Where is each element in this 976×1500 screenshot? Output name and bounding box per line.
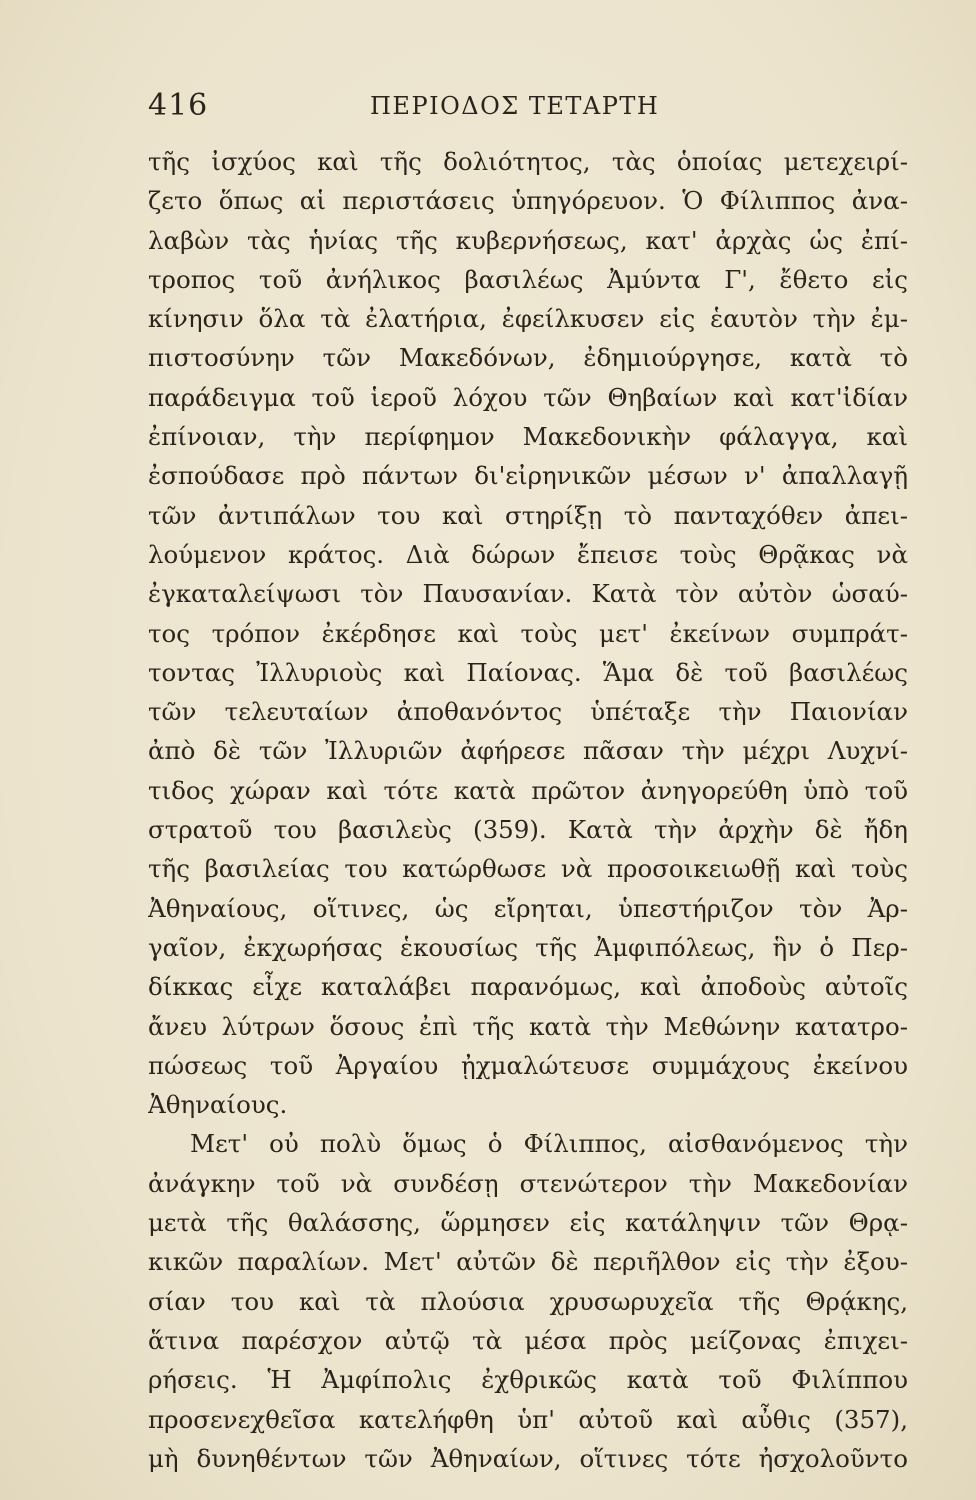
text-line: μὴ δυνηθέντων τῶν Ἀθηναίων, οἵτινες τότε ἠσχολοῦντο <box>148 1443 908 1473</box>
text-line: τῆς ἰσχύος καὶ τῆς δολιότητος, τὰς ὁποίας μετεχειρί- <box>148 147 908 176</box>
text-line: ζετο ὅπως αἱ περιστάσεις ὑπηγόρευον. Ὁ Φίλιππος ἀνα- <box>148 186 908 216</box>
text-line: τῆς βασιλείας του κατώρθωσε νὰ προσοικειωθῇ καὶ τοὺς <box>148 854 908 884</box>
text-line: Ἀθηναίους, οἵτινες, ὡς εἴρηται, ὑπεστήριζον τὸν Ἀρ- <box>148 893 908 923</box>
text-line: προσενεχθεῖσα κατελήφθη ὑπ' αὐτοῦ καὶ αὖθις (357), <box>148 1404 908 1434</box>
text-line: λαβὼν τὰς ἡνίας τῆς κυβερνήσεως, κατ' ἀρχὰς ὡς ἐπί- <box>148 225 908 255</box>
text-line-paragraph-start: Μετ' οὐ πολὺ ὅμως ὁ Φίλιππος, αἰσθανόμενος τὴν <box>190 1129 908 1159</box>
text-line: μετὰ τῆς θαλάσσης, ὥρμησεν εἰς κατάληψιν τῶν Θρᾳ- <box>148 1208 908 1238</box>
text-line: ἐγκαταλείψωσι τὸν Παυσανίαν. Κατὰ τὸν αὐτὸν ὡσαύ- <box>148 579 908 609</box>
text-line: ἀπὸ δὲ τῶν Ἰλλυριῶν ἀφήρεσε πᾶσαν τὴν μέχρι Λυχνί- <box>148 736 908 766</box>
text-line: τιδος χώραν καὶ τότε κατὰ πρῶτον ἀνηγορεύθη ὑπὸ τοῦ <box>148 775 908 805</box>
running-title: ΠΕΡΙΟΔΟΣ ΤΕΤΑΡΤΗ <box>370 92 660 120</box>
text-line: γαῖον, ἐκχωρήσας ἑκουσίως τῆς Ἀμφιπόλεως, ἣν ὁ Περ- <box>148 932 908 962</box>
text-line: ἀνάγκην τοῦ νὰ συνδέσῃ στενώτερον τὴν Μακεδονίαν <box>148 1168 908 1198</box>
text-line: ἐσπούδασε πρὸ πάντων δι'εἰρηνικῶν μέσων ν' ἀπαλλαγῇ <box>148 461 908 491</box>
text-line: τος τρόπον ἐκέρδησε καὶ τοὺς μετ' ἐκείνων συμπράτ- <box>148 618 908 648</box>
text-line: στρατοῦ του βασιλεὺς (359). Κατὰ τὴν ἀρχὴν δὲ ἤδη <box>148 815 908 845</box>
text-line: τροπος τοῦ ἀνήλικος βασιλέως Ἀμύντα Γ', ἔθετο εἰς <box>148 264 908 294</box>
text-line: λούμενον κράτος. Διὰ δώρων ἔπεισε τοὺς Θρᾷκας νὰ <box>148 539 908 569</box>
text-line: παράδειγμα τοῦ ἱεροῦ λόχου τῶν Θηβαίων καὶ κατ'ἰδίαν <box>148 382 908 412</box>
text-line: σίαν του καὶ τὰ πλούσια χρυσωρυχεῖα τῆς Θρᾴκης, <box>148 1286 908 1316</box>
page-header <box>148 88 908 132</box>
text-line: τοντας Ἰλλυριοὺς καὶ Παίονας. Ἅμα δὲ τοῦ βασιλέως <box>148 657 908 687</box>
text-line: τῶν τελευταίων ἀποθανόντος ὑπέταξε τὴν Παιονίαν <box>148 697 908 727</box>
text-line: κίνησιν ὅλα τὰ ἐλατήρια, ἐφείλκυσεν εἰς ἑαυτὸν τὴν ἐμ- <box>148 304 908 334</box>
text-line-paragraph-end: Ἀθηναίους. <box>148 1090 288 1120</box>
text-line: ἅτινα παρέσχον αὐτῷ τὰ μέσα πρὸς μείζονας ἐπιχει- <box>148 1325 908 1355</box>
text-line: κικῶν παραλίων. Μετ' αὐτῶν δὲ περιῆλθον εἰς τὴν ἐξου- <box>148 1247 908 1277</box>
text-line: ἄνευ λύτρων ὅσους ἐπὶ τῆς κατὰ τὴν Μεθώνην κατατρο- <box>148 1011 908 1041</box>
text-line: τῶν ἀντιπάλων του καὶ στηρίξῃ τὸ πανταχόθεν ἀπει- <box>148 500 908 530</box>
body-text <box>148 142 908 1478</box>
text-line: πιστοσύνην τῶν Μακεδόνων, ἐδημιούργησε, κατὰ τὸ <box>148 343 908 373</box>
text-line: δίκκας εἶχε καταλάβει παρανόμως, καὶ ἀποδοὺς αὐτοῖς <box>148 972 908 1002</box>
text-line: ἐπίνοιαν, τὴν περίφημον Μακεδονικὴν φάλαγγα, καὶ <box>148 422 908 452</box>
text-line: πώσεως τοῦ Ἀργαίου ᾐχμαλώτευσε συμμάχους ἐκείνου <box>148 1050 908 1080</box>
text-line: ρήσεις. Ἡ Ἀμφίπολις ἐχθρικῶς κατὰ τοῦ Φιλίππου <box>148 1365 908 1395</box>
page-number: 416 <box>148 88 209 123</box>
